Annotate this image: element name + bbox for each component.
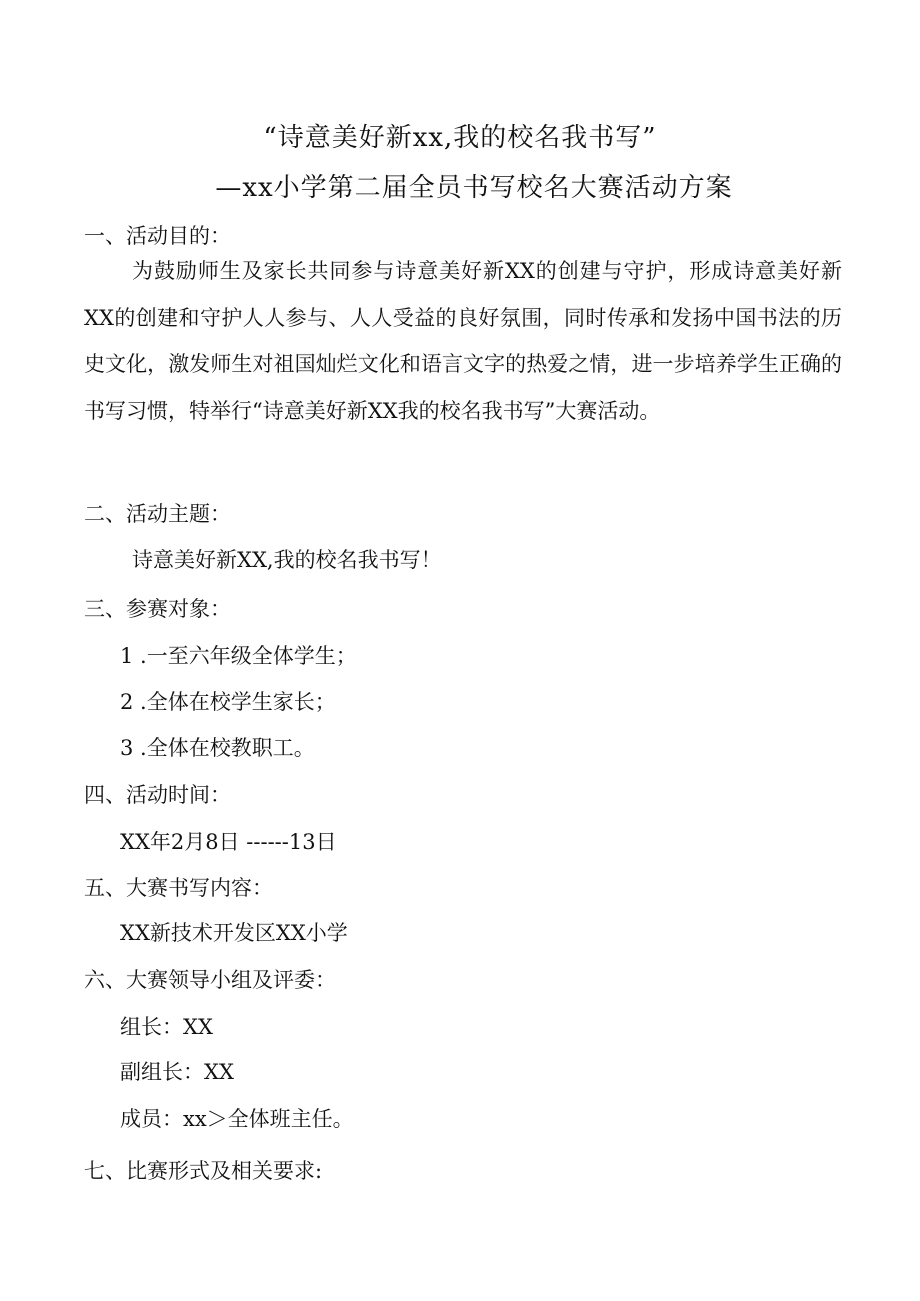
committee-deputy: 副组长：XX — [120, 1060, 234, 1084]
document-subtitle: —xx小学第二届全员书写校名大赛活动方案 — [215, 173, 733, 203]
section-heading-participants: 三、参赛对象： — [84, 597, 231, 621]
activity-time: XX年2月8日 ------13日 — [120, 830, 337, 854]
section-heading-time: 四、活动时间： — [84, 783, 231, 807]
section-heading-theme: 二、活动主题： — [84, 502, 231, 526]
participant-item-3: 3 .全体在校教职工。 — [120, 736, 315, 760]
writing-content: XX新技术开发区XX小学 — [120, 921, 348, 945]
participant-item-1: 1 .一至六年级全体学生； — [120, 644, 357, 668]
committee-leader: 组长：XX — [120, 1015, 213, 1039]
document-title: “诗意美好新xx,我的校名我书写” — [263, 123, 657, 153]
participant-item-2: 2 .全体在校学生家长； — [120, 690, 336, 714]
section-heading-format: 七、比赛形式及相关要求: — [84, 1159, 323, 1183]
committee-members: 成员：xx＞全体班主任。 — [120, 1107, 354, 1131]
section-paragraph-purpose: 为鼓励师生及家长共同参与诗意美好新XX的创建与守护，形成诗意美好新XX的创建和守护人人参与、人人受益的良好氛围，同时传承和发扬中国书法的历史文化，激发师生对祖国灿烂文化和语言文字的热爱之情，进一步培养学生正确的书写习惯，特举行“诗意美好新XX我的校名我书写”大赛活动。 — [84, 259, 842, 423]
section-heading-purpose: 一、活动目的： — [84, 224, 231, 248]
section-heading-committee: 六、大赛领导小组及评委： — [84, 968, 336, 992]
section-heading-content: 五、大赛书写内容： — [84, 876, 273, 900]
theme-line: 诗意美好新XX,我的校名我书写！ — [132, 548, 442, 572]
